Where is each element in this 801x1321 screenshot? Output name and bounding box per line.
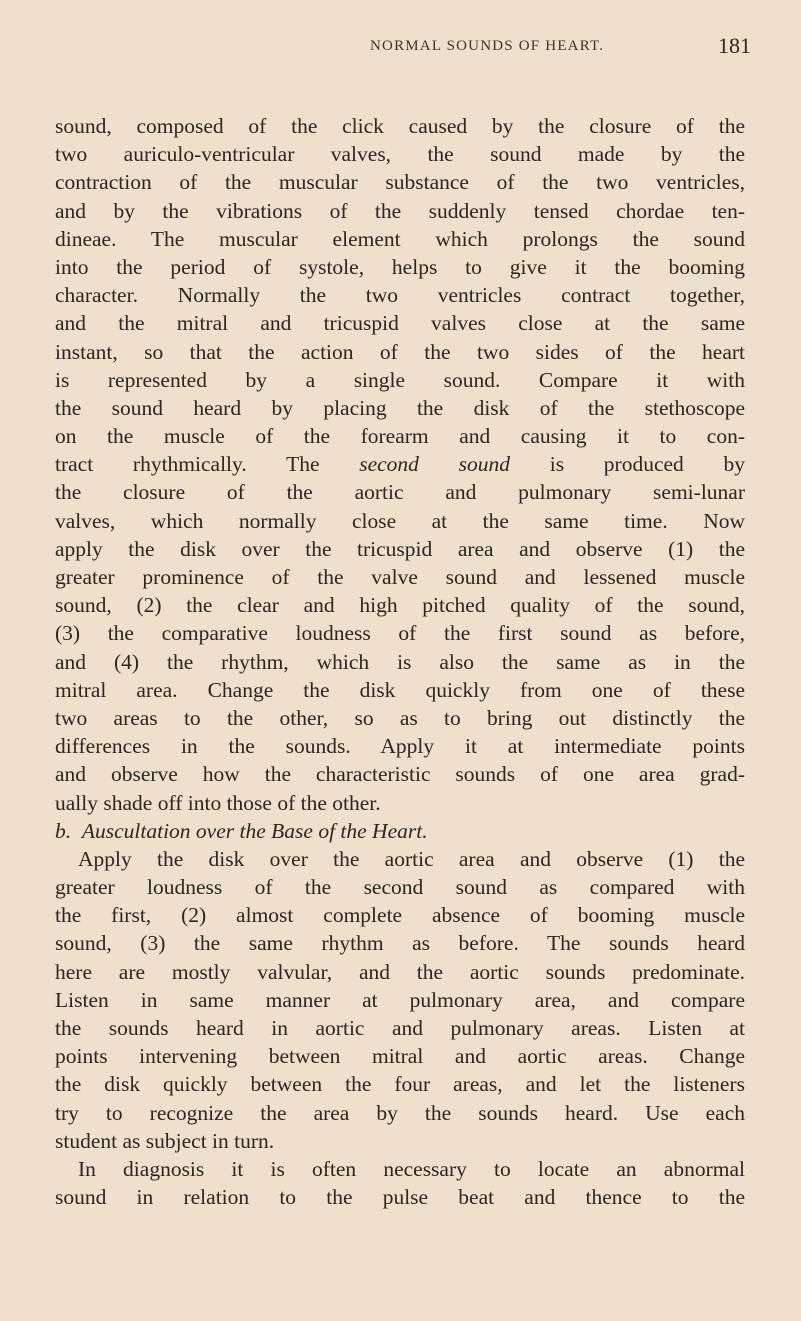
page-body: [55, 112, 745, 1211]
page-number: 181: [718, 33, 751, 58]
text-line: contraction of the muscular substance of the two ventricles,: [55, 170, 745, 195]
text-span: is produced by: [549, 452, 745, 477]
running-title: NORMAL SOUNDS OF HEART.: [370, 38, 605, 54]
text-line: two auriculo-ventricular valves, the sound made by the: [55, 142, 745, 167]
text-line: (3) the comparative loudness of the first sound as before,: [55, 621, 745, 646]
text-line: the closure of the aortic and pulmonary semi-lunar: [55, 480, 745, 505]
text-line: on the muscle of the forearm and causing it to con-: [55, 424, 745, 449]
text-line: sound, (2) the clear and high pitched quality of the sound,: [55, 593, 745, 618]
text-line: sound, composed of the click caused by the closure of the: [55, 114, 745, 138]
text-span: tract rhythmically. The: [55, 452, 320, 477]
text-line: and (4) the rhythm, which is also the same as in the: [55, 649, 745, 674]
text-line: student as subject in turn.: [55, 1128, 275, 1153]
text-line: sound, (3) the same rhythm as before. The sounds heard: [55, 931, 745, 956]
text-line: the sounds heard in aortic and pulmonary areas. Listen at: [55, 1016, 745, 1040]
text-line: the sound heard by placing the disk of the stethoscope: [55, 395, 745, 420]
text-line: mitral area. Change the disk quickly from one of these: [55, 677, 745, 702]
text-line: In diagnosis it is often necessary to locate an abnormal: [78, 1156, 745, 1181]
text-line: differences in the sounds. Apply it at intermediate points: [55, 734, 745, 759]
text-line: the disk quickly between the four areas, and let the listeners: [55, 1072, 745, 1097]
text-line: and observe how the characteristic sounds of one area grad-: [55, 762, 745, 787]
emphasis-second-sound: second sound: [359, 452, 511, 477]
section-heading: [55, 817, 745, 845]
text-line: character. Normally the two ventricles contract together,: [55, 283, 745, 308]
text-line: is represented by a single sound. Compare it with: [55, 367, 745, 392]
text-line: dineae. The muscular element which prolongs the sound: [55, 226, 745, 251]
section-title: Auscultation over the Base of the Heart.: [81, 818, 428, 843]
text-line: Apply the disk over the aortic area and observe (1) the: [78, 846, 745, 871]
section-letter: b.: [55, 818, 72, 843]
text-line: here are mostly valvular, and the aortic sounds predominate.: [55, 959, 745, 984]
text-line: ually shade off into those of the other.: [55, 790, 381, 815]
text-line: [55, 450, 745, 478]
text-line: into the period of systole, helps to give it the booming: [55, 254, 745, 279]
text-line: apply the disk over the tricuspid area and observe (1) the: [55, 536, 745, 561]
text-line: two areas to the other, so as to bring out distinctly the: [55, 705, 745, 730]
text-line: and by the vibrations of the suddenly tensed chordae ten-: [55, 198, 745, 223]
text-line: Listen in same manner at pulmonary area, and compare: [55, 987, 745, 1012]
text-line: and the mitral and tricuspid valves close at the same: [55, 311, 745, 336]
text-line: sound in relation to the pulse beat and thence to the: [55, 1185, 745, 1210]
text-line: valves, which normally close at the same time. Now: [55, 508, 745, 533]
text-line: greater loudness of the second sound as compared with: [55, 875, 745, 900]
text-line: points intervening between mitral and aortic areas. Change: [55, 1044, 745, 1069]
text-line: the first, (2) almost complete absence of booming muscle: [55, 903, 745, 928]
text-line: greater prominence of the valve sound and lessened muscle: [55, 565, 745, 589]
text-line: instant, so that the action of the two sides of the heart: [55, 339, 745, 364]
text-line: try to recognize the area by the sounds heard. Use each: [55, 1100, 745, 1125]
